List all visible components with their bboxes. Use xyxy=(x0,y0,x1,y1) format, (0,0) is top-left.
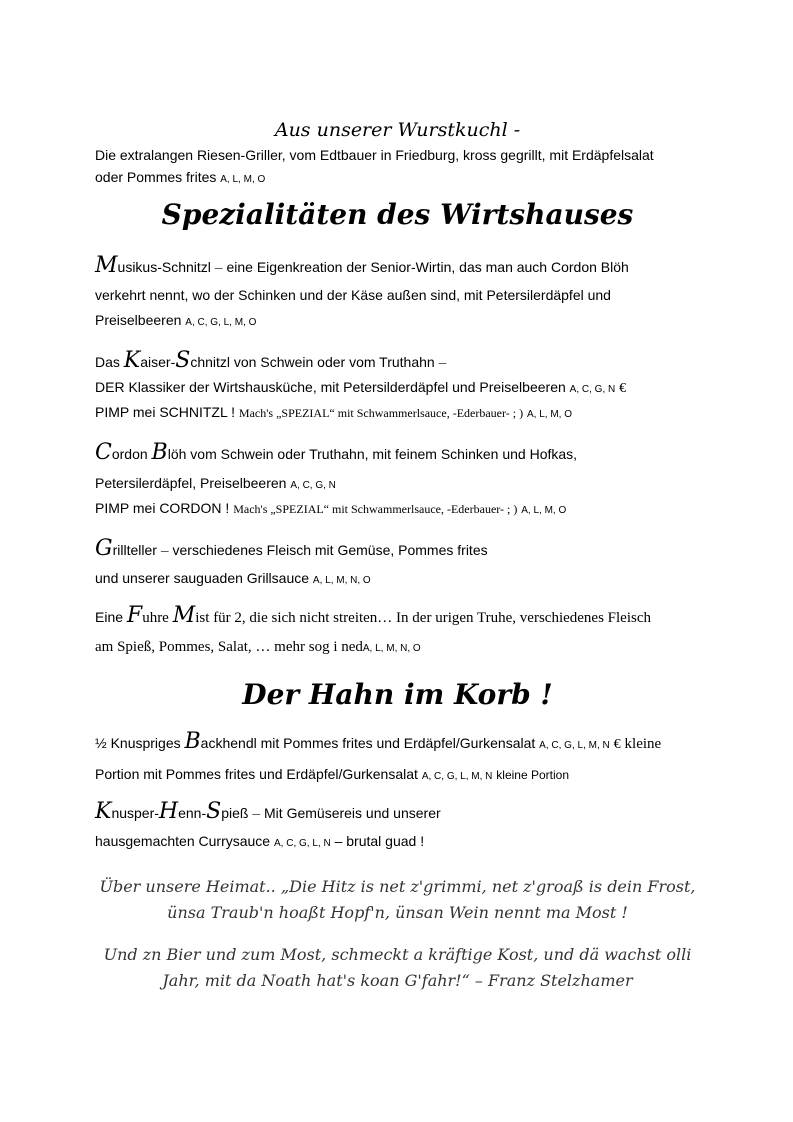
musikus-line3 xyxy=(95,309,700,334)
allergen-codes: A, L, M, N, O xyxy=(362,643,421,654)
initial-letter: M xyxy=(95,253,118,278)
dash: – xyxy=(334,833,343,849)
dish-prefix: ½ Knuspriges xyxy=(95,735,181,751)
dish-description: Petersilerdäpfel, Preiselbeeren xyxy=(95,475,287,491)
pimp-text: Mach's „SPEZIAL“ mit Schwammerlsauce, -Ederbauer- ; ) xyxy=(238,406,524,420)
allergen-codes: A, C, G, L, N xyxy=(274,838,331,849)
fuhre-line1 xyxy=(95,603,700,632)
portion-note: kleine Portion xyxy=(496,768,569,782)
pimp-label: PIMP mei CORDON ! xyxy=(95,500,230,516)
initial-letter: F xyxy=(126,603,143,628)
allergen-codes: A, C, G, L, M, O xyxy=(185,317,257,328)
dish-description: verschiedenes Fleisch mit Gemüse, Pommes frites xyxy=(172,542,488,558)
allergen-codes: A, C, G, N xyxy=(569,384,616,395)
allergen-codes: A, L, M, O xyxy=(220,174,266,185)
grill-line1 xyxy=(95,536,700,564)
quote-line: Jahr, mit da Noath hat's koan G'fahr!“ – Franz Stelzhamer xyxy=(162,971,633,990)
dish-name: nusper- xyxy=(111,805,159,821)
backhendl-line2 xyxy=(95,760,700,791)
wurstkuchl-text: oder Pommes frites xyxy=(95,169,217,185)
dish-description: Portion mit Pommes frites und Erdäpfel/Gurkensalat xyxy=(95,766,418,782)
wurstkuchl-heading: Aus unserer Wurstkuchl - xyxy=(274,119,521,141)
initial-letter: B xyxy=(151,440,168,465)
dish-description: löh vom Schwein oder Truthahn, mit feinem Schinken und Hofkas, xyxy=(167,446,578,462)
spiess-line1 xyxy=(95,799,700,827)
pimp-text: Mach's „SPEZIAL“ mit Schwammerlsauce, -Ederbauer- ; ) xyxy=(233,502,518,516)
dish-prefix: Das xyxy=(95,354,120,370)
cordon-pimp xyxy=(95,497,700,522)
kaiser-line2 xyxy=(95,376,700,401)
musikus-line2: verkehrt nennt, wo der Schinken und der Käse außen sind, mit Petersilerdäpfel und xyxy=(95,287,611,303)
dish-description: ist für 2, die sich nicht streiten… In der urigen Truhe, verschiedenes Fleisch xyxy=(195,610,652,626)
initial-letter: M xyxy=(172,603,196,628)
dish-description: Mit Gemüsereis und unserer xyxy=(264,805,441,821)
kaiser-pimp xyxy=(95,401,700,426)
dash: – xyxy=(214,259,223,275)
hahn-heading: Der Hahn im Korb ! xyxy=(242,678,553,711)
pimp-label: PIMP mei SCHNITZL ! xyxy=(95,404,236,420)
dish-description: und unserer sauguaden Grillsauce xyxy=(95,570,310,586)
dish-name: rillteller xyxy=(112,542,157,558)
wurstkuchl-line xyxy=(95,166,700,191)
kaiser-line1 xyxy=(95,348,700,376)
wurstkuchl-text: Die extralangen Riesen-Griller, vom Edtbauer in Friedburg, kross gegrillt, mit Erdäpfelsalat xyxy=(95,147,654,163)
dish-name: aiser- xyxy=(140,354,176,370)
quote-line: Über unsere Heimat.. „Die Hitz is net z'grimmi, net z'groaß is dein Frost, xyxy=(99,877,696,896)
initial-letter: C xyxy=(95,440,112,465)
dish-prefix: Eine xyxy=(95,609,124,625)
dish-name: uhre xyxy=(142,610,169,626)
allergen-codes: A, L, M, O xyxy=(526,409,572,420)
allergen-codes: A, L, M, O xyxy=(521,505,567,516)
fuhre-line2 xyxy=(95,632,700,663)
backhendl-line1 xyxy=(95,729,700,760)
dish-description: DER Klassiker der Wirtshausküche, mit Petersilderdäpfel und Preiselbeeren xyxy=(95,379,566,395)
allergen-codes: A, C, G, L, M, N xyxy=(539,740,610,751)
grill-line2 xyxy=(95,564,700,595)
initial-letter: S xyxy=(175,348,191,373)
wurstkuchl-line xyxy=(95,144,700,166)
quote-line: ünsa Traub'n hoaßt Hopf'n, ünsan Wein nennt ma Most ! xyxy=(167,903,628,922)
dish-name: ordon xyxy=(111,446,148,462)
dish-name: usikus-Schnitzl xyxy=(117,259,211,275)
dish-description: am Spieß, Pommes, Salat, … mehr sog i ned xyxy=(95,639,363,655)
specials-heading: Spezialitäten des Wirtshauses xyxy=(161,198,634,231)
dish-name: chnitzl von Schwein oder vom Truthahn xyxy=(190,354,435,370)
allergen-codes: A, L, M, N, O xyxy=(312,575,371,586)
initial-letter: G xyxy=(95,536,113,561)
initial-letter: S xyxy=(206,799,222,824)
portion-note: kleine xyxy=(624,736,662,752)
initial-letter: K xyxy=(95,799,112,824)
euro-symbol: € xyxy=(613,737,621,752)
initial-letter: H xyxy=(158,799,179,824)
quote-line: Und zn Bier und zum Most, schmeckt a kräftige Kost, und dä wachst olli xyxy=(103,945,692,964)
musikus-line1 xyxy=(95,253,700,281)
dish-name: pieß xyxy=(221,805,249,821)
dish-description: hausgemachten Currysauce xyxy=(95,833,271,849)
allergen-codes: A, C, G, N xyxy=(290,480,336,491)
menu-page xyxy=(95,118,700,994)
initial-letter: B xyxy=(184,729,201,754)
euro-symbol: € xyxy=(619,381,627,396)
allergen-codes: A, C, G, L, M, N xyxy=(421,771,493,782)
dish-tagline: brutal guad ! xyxy=(346,833,425,849)
spiess-line2 xyxy=(95,827,700,858)
dish-description: eine Eigenkreation der Senior-Wirtin, das man auch Cordon Blöh xyxy=(226,259,629,275)
dash: – xyxy=(160,542,169,558)
dish-description: Preiselbeeren xyxy=(95,312,182,328)
initial-letter: K xyxy=(123,348,141,373)
dash: – xyxy=(252,805,261,821)
dash: – xyxy=(438,354,447,370)
dish-name: enn- xyxy=(178,805,207,821)
cordon-line1 xyxy=(95,440,700,468)
cordon-line2 xyxy=(95,472,700,497)
dish-description: ackhendl mit Pommes frites und Erdäpfel/Gurkensalat xyxy=(200,735,536,751)
